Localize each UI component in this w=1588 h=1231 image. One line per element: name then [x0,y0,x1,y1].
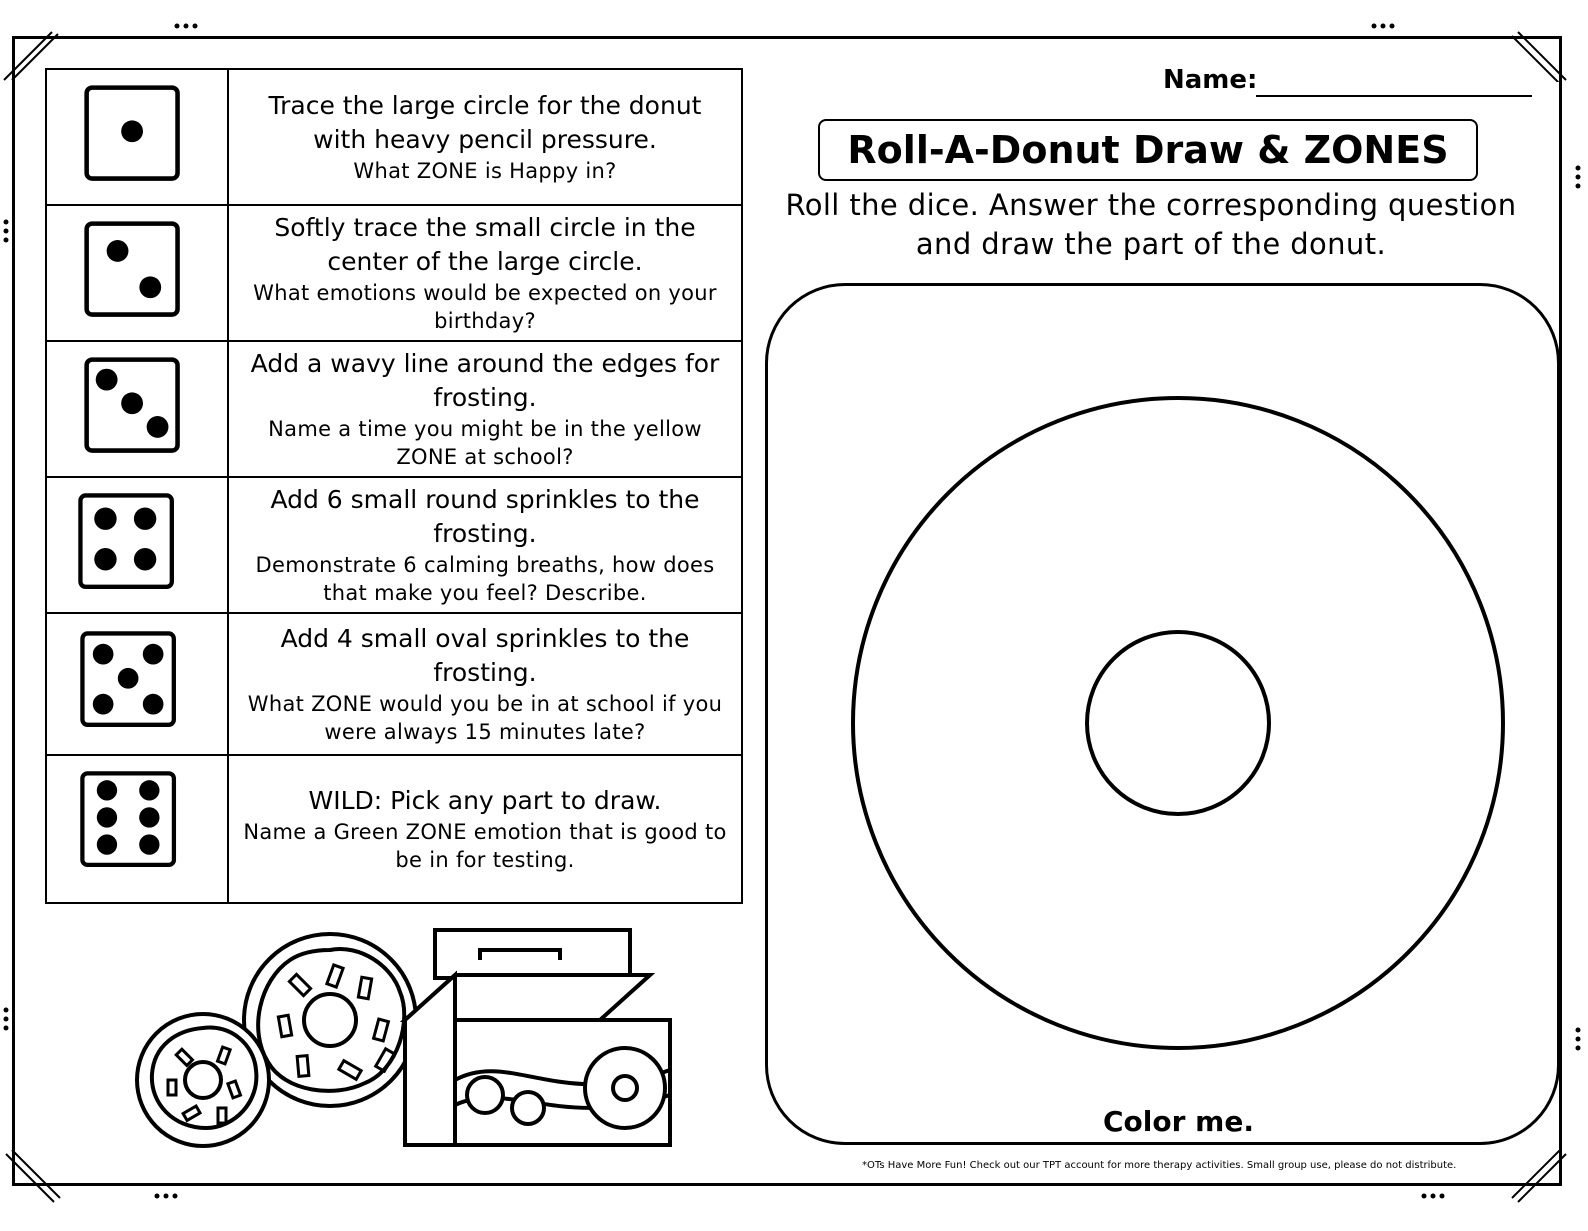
die-cell [46,755,228,903]
table-row [46,755,742,903]
question-text: What emotions would be expected on your birthday? [253,281,717,333]
instruction-text: Softly trace the small circle in the center of the large circle. [274,213,696,276]
roll-instruction-table [45,68,743,904]
instruction-cell [228,205,742,341]
die-cell [46,613,228,755]
instruction-text: Add 4 small oval sprinkles to the frosting. [280,624,690,687]
table-row [46,477,742,613]
question-text: What ZONE would you be in at school if you were always 15 minutes late? [247,692,723,744]
question-text: Name a Green ZONE emotion that is good to be in for testing. [243,820,727,872]
instruction-text: WILD: Pick any part to draw. [308,786,662,815]
table-row [46,205,742,341]
die-five-icon [79,630,179,730]
question-text: What ZONE is Happy in? [353,159,617,183]
instruction-cell [228,755,742,903]
donuts-and-box-illustration [130,920,690,1160]
donut-outline-drawing [765,283,1560,1145]
instruction-text: Add 6 small round sprinkles to the frosting. [270,485,700,548]
large-donut-circle [853,398,1503,1048]
page-title: Roll-A-Donut Draw & ZONES [818,119,1478,181]
die-three-icon [83,356,183,456]
instruction-cell [228,613,742,755]
table-row [46,613,742,755]
instruction-cell [228,69,742,205]
name-label: Name: [1163,65,1258,95]
table-row [46,341,742,477]
instruction-text: Add a wavy line around the edges for frosting. [250,349,720,412]
die-cell [46,205,228,341]
color-me-caption: Color me. [1103,1105,1254,1138]
instruction-text: Trace the large circle for the donut with heavy pencil pressure. [268,91,702,154]
die-six-icon [79,770,179,870]
instruction-cell [228,341,742,477]
die-four-icon [77,492,177,592]
question-text: Name a time you might be in the yellow ZONE at school? [268,417,702,469]
table-row [46,69,742,205]
footer-note: *OTs Have More Fun! Check out our TPT account for more therapy activities. Small group use, please do not distribute. [862,1160,1457,1171]
die-cell [46,477,228,613]
name-field-line[interactable] [1256,95,1532,97]
small-donut-hole-circle [1087,632,1269,814]
question-text: Demonstrate 6 calming breaths, how does that make you feel? Describe. [255,553,715,605]
directions-text: Roll the dice. Answer the corresponding question and draw the part of the donut. [785,188,1517,261]
die-one-icon [83,84,183,184]
die-two-icon [83,220,183,320]
die-cell [46,69,228,205]
die-cell [46,341,228,477]
instruction-cell [228,477,742,613]
